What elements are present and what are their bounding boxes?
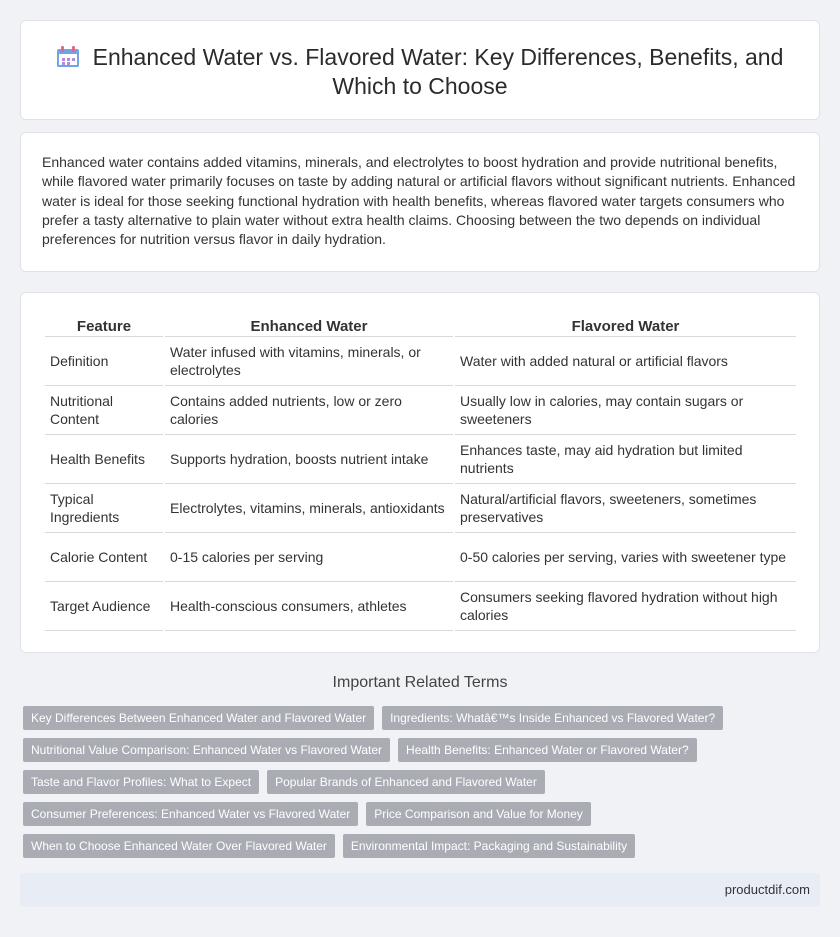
row-enhanced: Water infused with vitamins, minerals, or electrolytes — [165, 337, 453, 386]
related-term-tag[interactable]: Popular Brands of Enhanced and Flavored Water — [267, 770, 545, 794]
table-row — [45, 533, 796, 582]
calendar-icon — [57, 46, 79, 68]
header-feature: Feature — [45, 315, 163, 337]
table-row — [45, 484, 796, 533]
row-feature: Health Benefits — [45, 435, 163, 484]
related-term-tag[interactable]: Key Differences Between Enhanced Water and Flavored Water — [23, 706, 374, 730]
table-header-row — [45, 315, 796, 337]
comparison-table-card — [20, 292, 820, 653]
row-enhanced: 0-15 calories per serving — [165, 533, 453, 582]
table-row — [45, 386, 796, 435]
table-row — [45, 435, 796, 484]
row-feature: Nutritional Content — [45, 386, 163, 435]
header-flavored-water: Flavored Water — [455, 315, 796, 337]
row-feature: Calorie Content — [45, 533, 163, 582]
related-term-tag[interactable]: Taste and Flavor Profiles: What to Expect — [23, 770, 259, 794]
related-term-tag[interactable]: Nutritional Value Comparison: Enhanced Water vs Flavored Water — [23, 738, 390, 762]
page-title-text: Enhanced Water vs. Flavored Water: Key Differences, Benefits, and Which to Choose — [92, 44, 784, 99]
related-term-tag[interactable]: When to Choose Enhanced Water Over Flavored Water — [23, 834, 335, 858]
page-title — [21, 43, 819, 101]
intro-paragraph: Enhanced water contains added vitamins, minerals, and electrolytes to boost hydration and provide nutritional benefits, while flavored water primarily focuses on taste by adding natural or artificial flavors without significant nutrients. Enhanced water is ideal for those seeking functional hydration with health benefits, whereas flavored water targets consumers who prefer a tasty alternative to plain water without extra health claims. Choosing between the two depends on individual preferences for nutrition versus flavor in daily hydration. — [42, 154, 796, 248]
related-term-tag[interactable]: Price Comparison and Value for Money — [366, 802, 591, 826]
intro-card — [20, 132, 820, 272]
related-term-tag[interactable]: Environmental Impact: Packaging and Sustainability — [343, 834, 635, 858]
row-flavored: Usually low in calories, may contain sugars or sweeteners — [455, 386, 796, 435]
row-flavored: Water with added natural or artificial flavors — [455, 337, 796, 386]
footer — [20, 873, 820, 907]
header-enhanced-water: Enhanced Water — [165, 315, 453, 337]
related-term-tag[interactable]: Health Benefits: Enhanced Water or Flavored Water? — [398, 738, 697, 762]
row-enhanced: Health-conscious consumers, athletes — [165, 582, 453, 631]
row-flavored: 0-50 calories per serving, varies with sweetener type — [455, 533, 796, 582]
table-row — [45, 582, 796, 631]
table-row — [45, 337, 796, 386]
row-feature: Definition — [45, 337, 163, 386]
related-terms-list — [23, 706, 813, 866]
related-term-tag[interactable]: Ingredients: Whatâ€™s Inside Enhanced vs Flavored Water? — [382, 706, 723, 730]
header-card — [20, 20, 820, 120]
row-flavored: Enhances taste, may aid hydration but limited nutrients — [455, 435, 796, 484]
footer-site-name: productdif.com — [724, 882, 810, 897]
comparison-table — [43, 315, 798, 631]
related-terms-title: Important Related Terms — [332, 674, 508, 691]
row-enhanced: Supports hydration, boosts nutrient intake — [165, 435, 453, 484]
related-term-tag[interactable]: Consumer Preferences: Enhanced Water vs Flavored Water — [23, 802, 358, 826]
row-feature: Target Audience — [45, 582, 163, 631]
row-enhanced: Electrolytes, vitamins, minerals, antioxidants — [165, 484, 453, 533]
row-feature: Typical Ingredients — [45, 484, 163, 533]
row-enhanced: Contains added nutrients, low or zero calories — [165, 386, 453, 435]
row-flavored: Natural/artificial flavors, sweeteners, sometimes preservatives — [455, 484, 796, 533]
row-flavored: Consumers seeking flavored hydration without high calories — [455, 582, 796, 631]
